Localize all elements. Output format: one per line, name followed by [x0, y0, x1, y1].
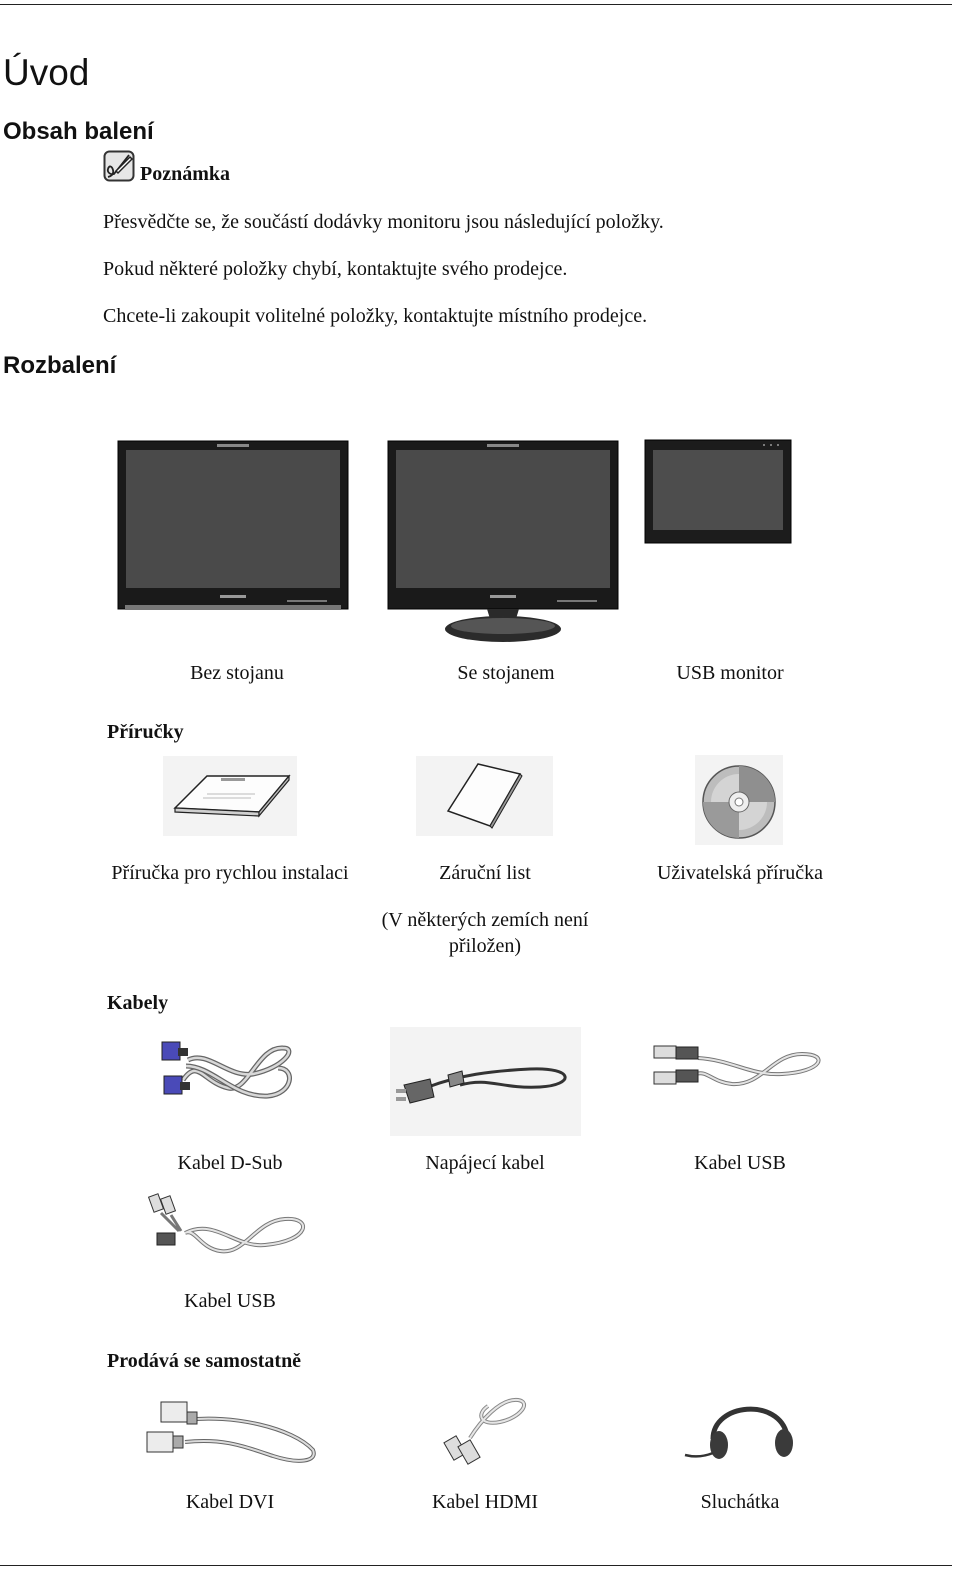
caption-usb-monitor: USB monitor [676, 662, 784, 684]
manuals-heading: Příručky [107, 721, 184, 743]
headphones-image [683, 1395, 798, 1465]
note-line-2: Pokud některé položky chybí, kontaktujte svého prodejce. [103, 258, 568, 280]
usb-monitor-image [644, 439, 792, 545]
bottom-rule [0, 1565, 952, 1566]
quick-setup-guide-image [163, 756, 297, 836]
power-cable-image [390, 1027, 581, 1136]
usb-y-cable-image [145, 1193, 313, 1267]
caption-warranty-card: Záruční list [439, 862, 531, 884]
cd-disc-image [695, 755, 783, 845]
caption-headphones: Sluchátka [700, 1491, 780, 1513]
sold-separately-heading: Prodává se samostatně [107, 1350, 302, 1372]
page-title: Úvod [3, 52, 90, 93]
caption-without-stand: Bez stojanu [190, 662, 284, 684]
dsub-cable-image [158, 1038, 300, 1106]
note-line-1: Přesvědčte se, že součástí dodávky monitoru jsou následující položky. [103, 211, 664, 233]
dvi-cable-image [143, 1398, 318, 1468]
usb-cable-image [652, 1040, 828, 1102]
hdmi-cable-image [440, 1392, 532, 1468]
warranty-note: (V některých zemích není přiložen) [381, 909, 589, 957]
caption-dvi-cable: Kabel DVI [185, 1491, 275, 1513]
monitor-without-stand-image [117, 440, 349, 612]
note-line-3: Chcete-li zakoupit volitelné položky, kontaktujte místního prodejce. [103, 305, 648, 327]
warranty-card-image [416, 756, 553, 836]
caption-hdmi-cable: Kabel HDMI [431, 1491, 539, 1513]
caption-quick-setup-guide: Příručka pro rychlou instalaci [111, 862, 349, 884]
caption-usb-cable: Kabel USB [694, 1152, 786, 1174]
top-rule [0, 4, 952, 5]
section-heading-contents: Obsah balení [3, 118, 154, 145]
caption-user-manual: Uživatelská příručka [656, 862, 824, 884]
caption-dsub-cable: Kabel D-Sub [177, 1152, 283, 1174]
note-pencil-icon [103, 150, 135, 182]
caption-with-stand: Se stojanem [457, 662, 555, 684]
caption-power-cable: Napájecí kabel [425, 1152, 545, 1174]
section-heading-unpacking: Rozbalení [3, 352, 117, 379]
monitor-with-stand-image [387, 440, 619, 645]
caption-usb-y-cable: Kabel USB [184, 1290, 276, 1312]
note-title: Poznámka [140, 163, 230, 185]
cables-heading: Kabely [107, 992, 169, 1014]
